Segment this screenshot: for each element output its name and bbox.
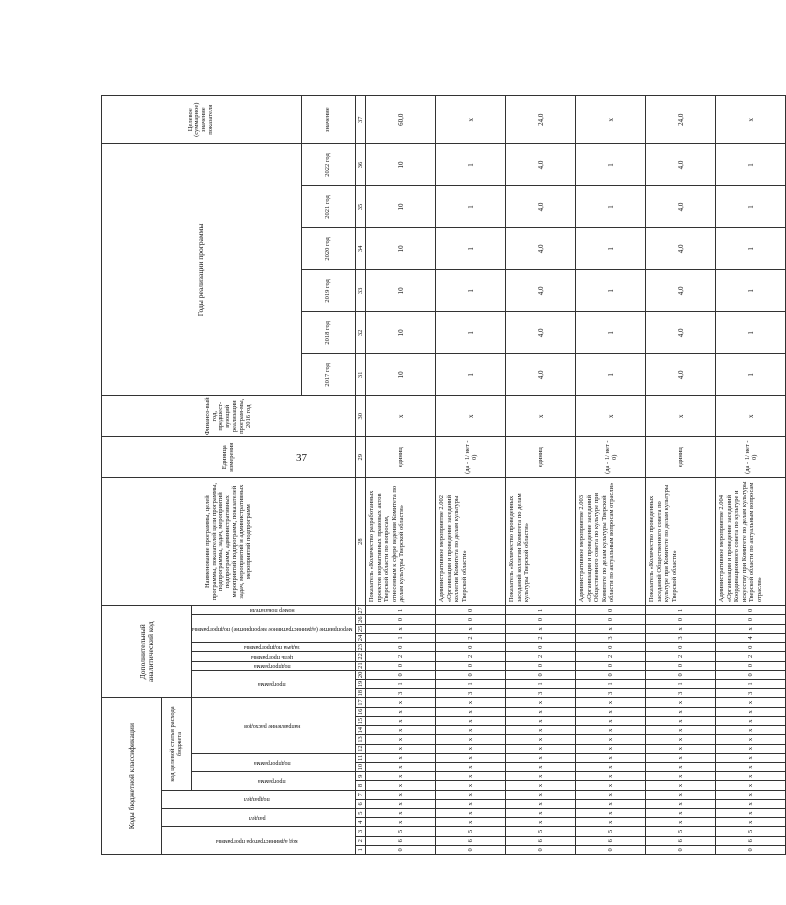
code-cell: х [366,707,436,716]
code-cell: 3 [576,689,646,698]
row-year-value: 1 [436,144,506,186]
row-base-year: х [646,396,716,437]
row-year-value: 4,0 [506,312,576,354]
code-cell: х [506,624,576,633]
code-cell: х [366,716,436,725]
code-cell: х [506,818,576,827]
row-target: х [576,96,646,144]
code-cell: х [576,707,646,716]
code-cell: 6 [576,836,646,845]
code-cell: х [716,799,786,808]
code-cell: х [506,772,576,781]
row-year-value: 1 [576,228,646,270]
row-year-value: 4,0 [506,228,576,270]
row-year-value: 1 [576,270,646,312]
row-year-value: 1 [436,270,506,312]
year-2018-header: 2018 год [301,312,356,354]
column-number: 29 [356,437,366,478]
code-cell: х [646,707,716,716]
row-base-year: х [576,396,646,437]
column-number: 35 [356,186,366,228]
column-number: 10 [357,763,365,771]
code-cell: 5 [506,827,576,836]
column-number: 37 [356,96,366,144]
code-cell: 0 [366,643,436,652]
code-cell: 5 [576,827,646,836]
column-number: 11 [357,754,365,761]
code-cell: 2 [646,652,716,661]
target-header: Целевое (суммарное) значение показателя [102,96,302,144]
code-cell: 0 [646,670,716,679]
code-cell: 0 [506,661,576,670]
row-name: Показатель «Количество проведенных заседаний коллегии Комитета по делам культуры Тверской области» [506,478,576,606]
row-name: Показатель «Количество проведенных заседаний Общественного совета по культуре при Комитете по делам культуры Тверской области» [646,478,716,606]
row-name: Административное мероприятие 2.004 «Организация и проведение заседаний Координационного совета по культуре и искусству при Комитете по делам культуры Тверской области по актуальным вопросам отрасли» [716,478,786,606]
code-cell: 1 [436,679,506,688]
table-row [366,96,436,855]
code-cell: 2 [506,633,576,642]
code-cell: 0 [576,670,646,679]
code-cell: 0 [576,661,646,670]
code-cell: х [366,818,436,827]
code-cell: 0 [716,661,786,670]
code-cell: 0 [506,670,576,679]
code-cell: 1 [716,679,786,688]
column-number: 24 [357,634,365,642]
code-cell: х [436,735,506,744]
code-cell: х [436,808,506,817]
code-cell: х [436,624,506,633]
row-year-value: 4,0 [646,354,716,396]
code-cell: 6 [716,836,786,845]
code-cell: х [716,698,786,707]
an-goal-header: цель программы [192,652,356,661]
code-cell: х [646,808,716,817]
code-cell: 0 [506,643,576,652]
code-cell: х [646,744,716,753]
an-program-header: программа [192,670,356,698]
code-cell: х [646,698,716,707]
code-cell: х [506,808,576,817]
column-number: 19 [357,680,365,688]
table-row [576,96,646,855]
code-cell: х [716,726,786,735]
code-cell: 1 [646,606,716,615]
code-cell: х [716,818,786,827]
code-cell: 0 [436,845,506,854]
code-cell: х [716,772,786,781]
name-header: Наименование программы, целей программы, показателей цели программы, подпрограммы, задач, мероприятий подпрограмм, административных мероприятий подпрограмм, показателей задач, мероприятий и административных мероприятий подпрограмм [102,478,356,606]
code-cell: х [576,781,646,790]
column-number: 34 [356,228,366,270]
code-cell: х [646,772,716,781]
row-base-year: х [366,396,436,437]
code-cell: х [576,808,646,817]
code-cell: х [436,799,506,808]
code-cell: 0 [646,615,716,624]
code-cell: х [436,716,506,725]
code-cell: х [576,818,646,827]
row-year-value: 10 [366,144,436,186]
row-unit: единиц [506,437,576,478]
code-cell: х [366,762,436,771]
code-cell: х [576,762,646,771]
code-cell: х [506,799,576,808]
row-year-value: 10 [366,312,436,354]
code-cell: х [716,735,786,744]
column-number: 27 [357,607,365,614]
code-cell: 3 [716,689,786,698]
row-year-value: 4,0 [646,312,716,354]
column-number: 3 [356,827,366,836]
code-cell: 0 [436,670,506,679]
direction-header: направление расходов [192,698,356,753]
code-cell: х [506,753,576,762]
code-cell: х [576,624,646,633]
column-number: 1 [356,845,366,854]
code-cell: 0 [366,845,436,854]
code-cell: 0 [506,845,576,854]
table-row [646,96,716,855]
program-table [101,95,786,855]
row-name: Административное мероприятие 2.003 «Организация и проведение заседаний Общественного совета по культуре при Комитете по делам культуры Тверской области по актуальным вопросам отрасли» [576,478,646,606]
an-indicator-header: номер показателя [192,606,356,615]
column-number: 9 [356,772,366,781]
column-number: 13 [357,736,365,743]
table-row [436,96,506,855]
column-number: 2 [356,836,366,845]
code-cell: х [366,698,436,707]
code-cell: х [436,744,506,753]
code-cell: х [576,735,646,744]
code-cell: 1 [366,633,436,642]
code-cell: х [366,735,436,744]
code-cell: 3 [646,633,716,642]
code-cell: х [646,726,716,735]
code-cell: 0 [436,615,506,624]
row-year-value: 10 [366,186,436,228]
code-cell: 1 [366,606,436,615]
code-cell: 0 [646,845,716,854]
code-cell: 2 [506,652,576,661]
program-header: программа [192,772,356,790]
column-number: 21 [357,662,365,669]
column-number: 33 [356,270,366,312]
code-cell: х [716,707,786,716]
code-cell: х [506,726,576,735]
year-2020-header: 2020 год [301,228,356,270]
years-header: Годы реализации программы [102,144,302,396]
code-cell: 0 [366,615,436,624]
column-number: 32 [356,312,366,354]
year-2022-header: 2022 год [301,144,356,186]
code-cell: х [366,744,436,753]
row-year-value: 4,0 [506,186,576,228]
code-cell: х [646,818,716,827]
row-unit: единиц [366,437,436,478]
row-year-value: 1 [436,354,506,396]
code-cell: х [506,790,576,799]
table-row [716,96,786,855]
column-number: 7 [356,790,366,799]
column-number: 31 [356,354,366,396]
column-number: 8 [356,781,366,790]
code-cell: х [646,753,716,762]
code-cell: 5 [646,827,716,836]
code-cell: х [576,790,646,799]
row-year-value: 1 [576,186,646,228]
code-cell: х [436,818,506,827]
column-number: 4 [356,818,366,827]
unit-header: Единица измерения [102,437,356,478]
column-number: 16 [357,708,365,716]
row-name: Показатель «Количество разработанных проектов нормативных правовых актов Тверской области по вопросам, отнесенным к сфере ведения Комитета по делам культуры Тверской области» [366,478,436,606]
code-cell: х [716,716,786,725]
page-number: 37 [296,452,307,464]
code-cell: 0 [716,615,786,624]
row-year-value: 1 [436,228,506,270]
row-year-value: 10 [366,354,436,396]
code-cell: 4 [716,633,786,642]
code-cell: 1 [646,679,716,688]
code-cell: 3 [646,689,716,698]
column-number: 30 [356,396,366,437]
row-name: Административное мероприятие 2.002 «Организация и проведение заседаний коллегии Комитета по делам культуры Тверской области» [436,478,506,606]
an-task-header: задача подпрограммы [192,643,356,652]
code-cell: 0 [576,643,646,652]
target-value-header: значение [301,96,356,144]
code-cell: х [646,790,716,799]
column-number: 6 [356,799,366,808]
code-cell: 0 [576,845,646,854]
row-target: 24,0 [646,96,716,144]
code-cell: 2 [716,652,786,661]
column-number: 20 [357,671,365,679]
code-cell: х [716,624,786,633]
budget-classification-header: Коды бюджетной классификации [102,698,162,855]
code-cell: 6 [646,836,716,845]
subprogram-header: подпрограмма [192,753,356,771]
column-number: 28 [356,478,366,606]
row-target: х [716,96,786,144]
column-number: 17 [357,699,365,706]
code-cell: х [436,698,506,707]
code-cell: х [436,726,506,735]
column-number: 15 [357,717,365,725]
base-year-header: Финансо-вый год, предшест-вующий реализации програм-мы, 2016 год [102,396,356,437]
code-cell: 2 [436,652,506,661]
code-cell: х [506,781,576,790]
row-year-value: 1 [716,186,786,228]
row-target: 24,0 [506,96,576,144]
row-year-value: 4,0 [646,144,716,186]
code-cell: 3 [506,689,576,698]
column-number: 26 [357,616,365,623]
year-2019-header: 2019 год [301,270,356,312]
code-cell: х [366,624,436,633]
code-cell: 0 [716,670,786,679]
code-cell: 0 [366,661,436,670]
row-base-year: х [716,396,786,437]
year-2021-header: 2021 год [301,186,356,228]
code-cell: 6 [436,836,506,845]
code-cell: х [506,698,576,707]
code-cell: 6 [366,836,436,845]
code-cell: 3 [436,689,506,698]
code-cell: 1 [506,606,576,615]
row-year-value: 1 [576,354,646,396]
budget-article-header: код целевой статьи расхода бюджета [162,698,192,790]
code-cell: х [716,790,786,799]
row-base-year: х [506,396,576,437]
code-cell: х [436,790,506,799]
code-cell: х [716,753,786,762]
code-cell: х [436,772,506,781]
table-row [506,96,576,855]
admin-code-header: код администратора программы [162,827,356,855]
code-cell: 0 [646,661,716,670]
code-cell: х [436,753,506,762]
row-unit: (да - 1/ нет - 0) [716,437,786,478]
code-cell: 6 [506,836,576,845]
code-cell: х [366,808,436,817]
analytic-code-header: Дополнительный аналитический код [102,606,192,698]
code-cell: х [436,762,506,771]
row-year-value: 1 [576,312,646,354]
column-number: 5 [356,808,366,817]
code-cell: х [646,799,716,808]
section-header: раздел [162,808,356,826]
an-subprogram-header: подпрограмма [192,661,356,670]
code-cell: х [506,716,576,725]
year-2017-header: 2017 год [301,354,356,396]
code-cell: 2 [576,652,646,661]
column-number: 36 [356,144,366,186]
code-cell: 0 [506,615,576,624]
code-cell: х [366,781,436,790]
code-cell: х [576,726,646,735]
code-cell: х [576,698,646,707]
code-cell: х [646,762,716,771]
code-cell: 5 [366,827,436,836]
row-year-value: 4,0 [646,186,716,228]
row-year-value: 1 [716,270,786,312]
code-cell: х [576,716,646,725]
row-year-value: 4,0 [646,228,716,270]
row-year-value: 1 [716,354,786,396]
row-year-value: 1 [436,312,506,354]
row-year-value: 1 [716,312,786,354]
code-cell: х [576,799,646,808]
an-event-header: мероприятие (административное мероприятие) подпрограммы [192,615,356,643]
code-cell: х [716,744,786,753]
row-target: х [436,96,506,144]
column-number: 12 [357,745,365,752]
row-year-value: 1 [436,186,506,228]
column-number: 23 [357,643,365,651]
row-year-value: 4,0 [646,270,716,312]
row-year-value: 1 [576,144,646,186]
row-year-value: 10 [366,228,436,270]
code-cell: х [716,781,786,790]
code-cell: х [646,624,716,633]
code-cell: 0 [716,606,786,615]
column-number: 18 [357,689,365,697]
code-cell: х [366,799,436,808]
code-cell: 3 [576,633,646,642]
row-unit: (да - 1/ нет - 0) [576,437,646,478]
row-year-value: 1 [716,144,786,186]
code-cell: х [366,790,436,799]
code-cell: х [716,762,786,771]
code-cell: 2 [436,633,506,642]
code-cell: х [366,726,436,735]
code-cell: х [436,781,506,790]
row-unit: единиц [646,437,716,478]
row-year-value: 10 [366,270,436,312]
code-cell: 0 [436,606,506,615]
code-cell: х [646,735,716,744]
code-cell: 0 [366,670,436,679]
code-cell: 0 [716,643,786,652]
code-cell: х [576,772,646,781]
code-cell: 1 [576,679,646,688]
code-cell: 0 [436,661,506,670]
code-cell: 0 [716,845,786,854]
code-cell: х [576,744,646,753]
code-cell: 5 [436,827,506,836]
code-cell: 2 [366,652,436,661]
row-year-value: 4,0 [506,270,576,312]
row-year-value: 4,0 [506,354,576,396]
code-cell: х [716,808,786,817]
code-cell: х [436,707,506,716]
column-number-row [356,96,366,855]
rotated-table-wrapper [101,95,763,855]
code-cell: 0 [646,643,716,652]
column-number: 22 [357,653,365,660]
subsection-header: подраздел [162,790,356,808]
code-cell: х [506,735,576,744]
code-cell: 1 [506,679,576,688]
code-cell: 1 [366,679,436,688]
code-cell: х [366,753,436,762]
code-cell: х [646,781,716,790]
code-cell: х [646,716,716,725]
row-target: 60,0 [366,96,436,144]
code-cell: 0 [576,615,646,624]
code-cell: х [506,744,576,753]
code-cell: 3 [366,689,436,698]
code-cell: 0 [436,643,506,652]
row-base-year: х [436,396,506,437]
row-year-value: 4,0 [506,144,576,186]
code-cell: х [506,707,576,716]
row-year-value: 1 [716,228,786,270]
code-cell: х [576,753,646,762]
column-number: 14 [357,727,365,734]
code-cell: 5 [716,827,786,836]
code-cell: х [366,772,436,781]
code-cell: 0 [576,606,646,615]
column-number: 25 [357,625,365,633]
code-cell: х [506,762,576,771]
row-unit: (да - 1/ нет - 0) [436,437,506,478]
